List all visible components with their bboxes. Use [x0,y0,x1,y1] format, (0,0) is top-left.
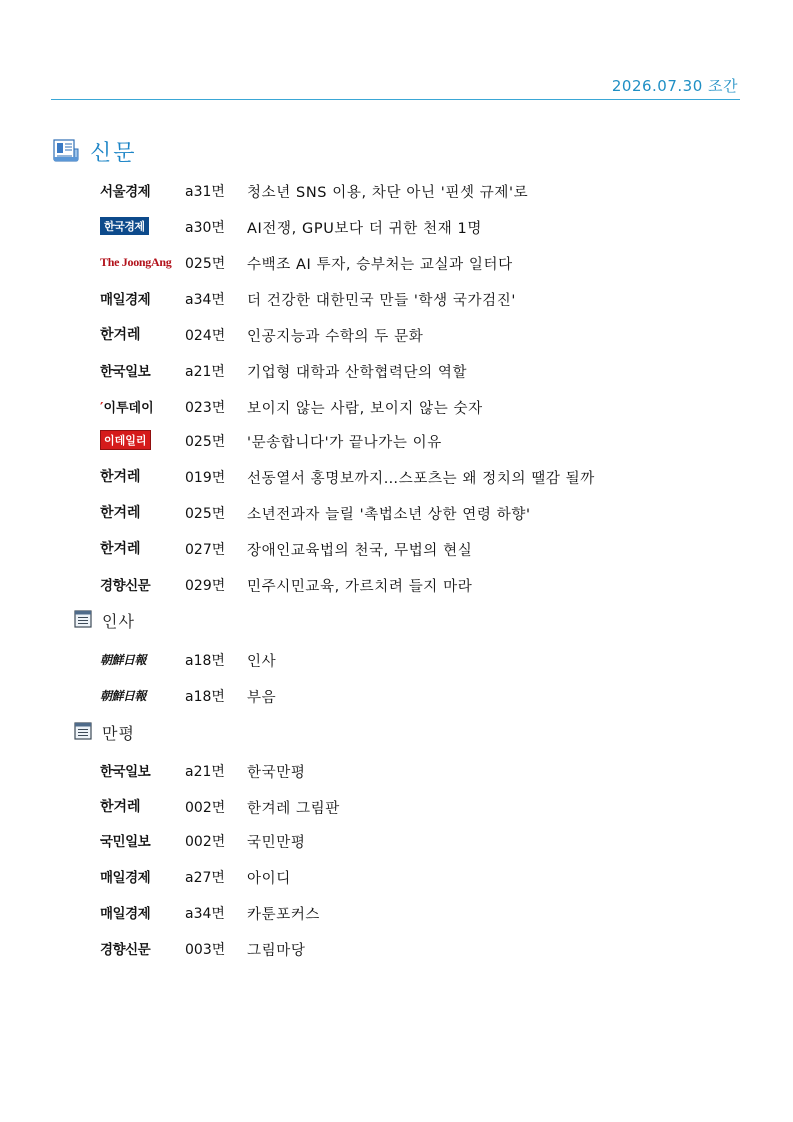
page-number: 024면 [185,328,226,344]
article-title[interactable]: 기업형 대학과 산학협력단의 역할 [247,365,468,381]
page-number: 023면 [185,400,226,416]
article-title[interactable]: 그림마당 [247,943,306,959]
publisher-logo: 朝鮮日報 [100,652,147,667]
section-label: 인사 [102,612,135,631]
article-title[interactable]: 소년전과자 늘릴 '촉법소년 상한 연령 하향' [247,507,531,523]
page-number: 003면 [185,942,226,958]
article-title[interactable]: 민주시민교육, 가르치려 들지 마라 [247,579,473,595]
article-title[interactable]: 더 건강한 대한민국 만들 '학생 국가검진' [247,293,516,309]
publisher-logo: ′이투데이 [100,400,154,416]
publisher-logo: 매일경제 [100,906,151,922]
article-title[interactable]: 인공지능과 수학의 두 문화 [247,329,424,345]
page-number: 025면 [185,256,226,272]
publisher-logo: 경향신문 [100,942,151,958]
section-personnel-heading [74,609,135,632]
section-cartoon-heading [74,721,135,744]
publisher-logo: 한겨레 [100,327,141,343]
page-number: 002면 [185,800,226,816]
article-title[interactable]: 아이디 [247,871,291,887]
list-icon [74,722,92,744]
header-rule [51,99,740,100]
publisher-logo: 한겨레 [100,505,141,521]
page-number: a34면 [185,906,225,922]
article-title[interactable]: '문송합니다'가 끝나가는 이유 [247,435,442,451]
page-number: a27면 [185,870,225,886]
article-title[interactable]: 보이지 않는 사람, 보이지 않는 숫자 [247,401,483,417]
page-number: a18면 [185,689,225,705]
article-title[interactable]: 국민만평 [247,835,306,851]
publisher-logo: 한국경제 [100,215,180,237]
list-icon [74,610,92,632]
article-title[interactable]: 부음 [247,690,277,706]
page-number: 002면 [185,834,226,850]
page-number: 025면 [185,506,226,522]
publisher-logo: 한국일보 [100,764,151,780]
page-number: a31면 [185,184,225,200]
page-number: a34면 [185,292,225,308]
publisher-logo: 한겨레 [100,541,141,557]
page-number: 029면 [185,578,226,594]
edition-date: 2026.07.30 조간 [611,77,738,95]
publisher-logo: 매일경제 [100,292,151,308]
page-number: a18면 [185,653,225,669]
page-number: 025면 [185,434,226,450]
publisher-logo: 이데일리 [100,429,180,451]
publisher-logo: 국민일보 [100,834,151,850]
article-title[interactable]: 청소년 SNS 이용, 차단 아닌 '핀셋 규제'로 [247,185,529,201]
publisher-logo: The JoongAng [100,254,172,269]
page-number: a21면 [185,764,225,780]
publisher-logo: 한겨레 [100,799,141,815]
publisher-logo: 朝鮮日報 [100,688,147,703]
publisher-logo: 경향신문 [100,578,151,594]
page-number: a21면 [185,364,225,380]
publisher-logo: 매일경제 [100,870,151,886]
page-number: a30면 [185,220,225,236]
article-title[interactable]: 수백조 AI 투자, 승부처는 교실과 일터다 [247,257,513,273]
section-newspaper-heading [52,136,137,167]
page-number: 027면 [185,542,226,558]
article-title[interactable]: 선동열서 홍명보까지…스포츠는 왜 정치의 땔감 될까 [247,471,595,487]
article-title[interactable]: AI전쟁, GPU보다 더 귀한 천재 1명 [247,221,482,237]
section-label: 만평 [102,724,135,743]
publisher-logo: 한국일보 [100,364,151,380]
publisher-logo: 한겨레 [100,469,141,485]
section-label: 신문 [90,141,137,166]
article-title[interactable]: 장애인교육법의 천국, 무법의 현실 [247,543,473,559]
article-title[interactable]: 인사 [247,654,277,670]
publisher-logo: 서울경제 [100,184,151,200]
newspaper-icon [52,137,80,167]
article-title[interactable]: 한겨레 그림판 [247,801,340,817]
page-number: 019면 [185,470,226,486]
article-title[interactable]: 카툰포커스 [247,907,321,923]
article-title[interactable]: 한국만평 [247,765,306,781]
